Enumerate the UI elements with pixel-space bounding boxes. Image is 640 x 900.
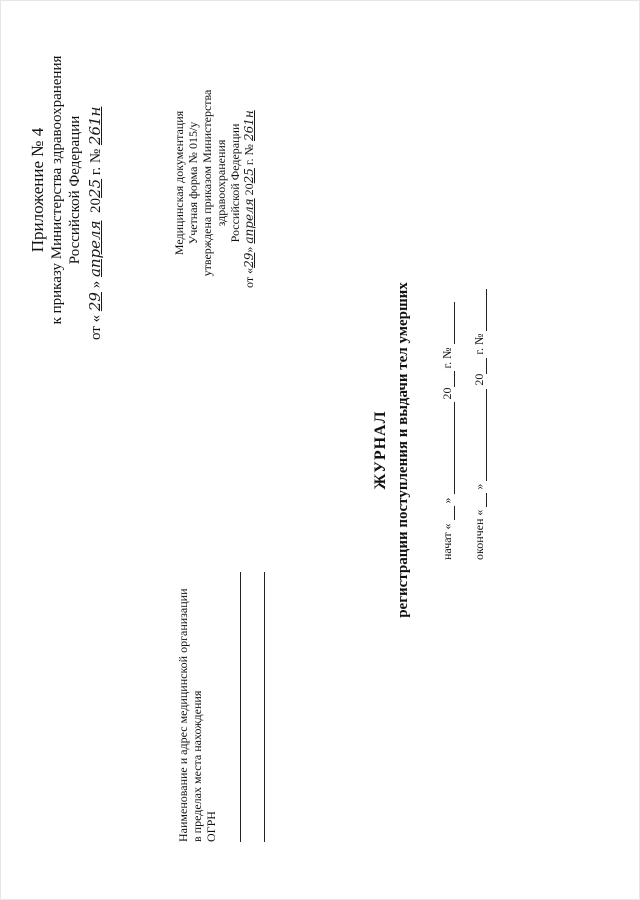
- organization-block: [176, 562, 218, 842]
- ended-year-prefix: 20: [472, 373, 486, 386]
- ended-number-blank: [474, 289, 487, 331]
- meddoc-date-day: 29: [242, 252, 256, 268]
- journal-subtitle: регистрации поступления и выдачи тел умерших: [395, 282, 411, 618]
- meddoc-date-mid: »: [242, 246, 256, 253]
- appendix-title: Приложение № 4: [28, 127, 47, 253]
- ended-quote-close: »: [472, 483, 486, 490]
- meddoc-date-month: апреля: [242, 198, 256, 244]
- appendix-number-prefix: г. №: [88, 148, 104, 176]
- ended-number-label: г. №: [472, 333, 486, 355]
- organization-fill-line-2: [264, 572, 265, 842]
- appendix-date-month: апреля: [86, 220, 104, 278]
- meddoc-number: 261н: [242, 110, 256, 142]
- appendix-date-year: 25: [86, 178, 104, 198]
- appendix-line-2: Российской Федерации: [67, 115, 83, 265]
- meddoc-line-2: Учетная форма № 015/у: [186, 121, 200, 245]
- journal-title: ЖУРНАЛ: [372, 410, 389, 490]
- appendix-date-year-prefix: 20: [88, 197, 104, 213]
- meddoc-line-3: утверждена приказом Министерства: [200, 89, 214, 277]
- appendix-date-day: 29: [86, 292, 104, 312]
- ended-row: [472, 289, 487, 560]
- started-row: [440, 302, 455, 560]
- appendix-number: 261н: [86, 106, 104, 146]
- appendix-date-line: [86, 40, 105, 340]
- meddoc-date-year: 25: [242, 168, 256, 184]
- ended-year-blank: [474, 358, 487, 374]
- started-label: начат «: [440, 523, 454, 560]
- meddoc-date-line: [242, 78, 256, 288]
- organization-line-1: Наименование и адрес медицинской организации: [176, 588, 190, 842]
- started-year-blank: [442, 371, 455, 387]
- started-number-blank: [442, 302, 455, 344]
- meddoc-date-year-prefix: 20: [242, 183, 256, 196]
- appendix-date-prefix: от «: [88, 314, 104, 340]
- ended-label: окончен «: [472, 509, 486, 560]
- started-year-prefix: 20: [440, 387, 454, 400]
- meddoc-line-1: Медицинская документация: [172, 110, 186, 256]
- meddoc-date-prefix: от «: [242, 267, 256, 288]
- ended-month-blank: [474, 389, 487, 481]
- organization-fill-line-1: [240, 572, 241, 842]
- meddoc-line-5: Российской Федерации: [228, 123, 242, 243]
- organization-line-2: в пределах места нахождения: [190, 690, 204, 842]
- started-number-label: г. №: [440, 347, 454, 369]
- ended-day-blank: [474, 493, 487, 507]
- meddoc-block: [172, 78, 256, 288]
- appendix-block: [28, 40, 105, 340]
- organization-line-3: ОГРН: [204, 811, 218, 842]
- appendix-line-1: к приказу Министерства здравоохранения: [49, 55, 65, 325]
- appendix-date-mid: »: [88, 280, 104, 289]
- started-day-blank: [442, 506, 455, 520]
- started-month-blank: [442, 402, 455, 494]
- meddoc-number-prefix: г. №: [242, 144, 256, 166]
- started-quote-close: »: [440, 497, 454, 504]
- meddoc-line-4: здравоохранения: [214, 139, 228, 227]
